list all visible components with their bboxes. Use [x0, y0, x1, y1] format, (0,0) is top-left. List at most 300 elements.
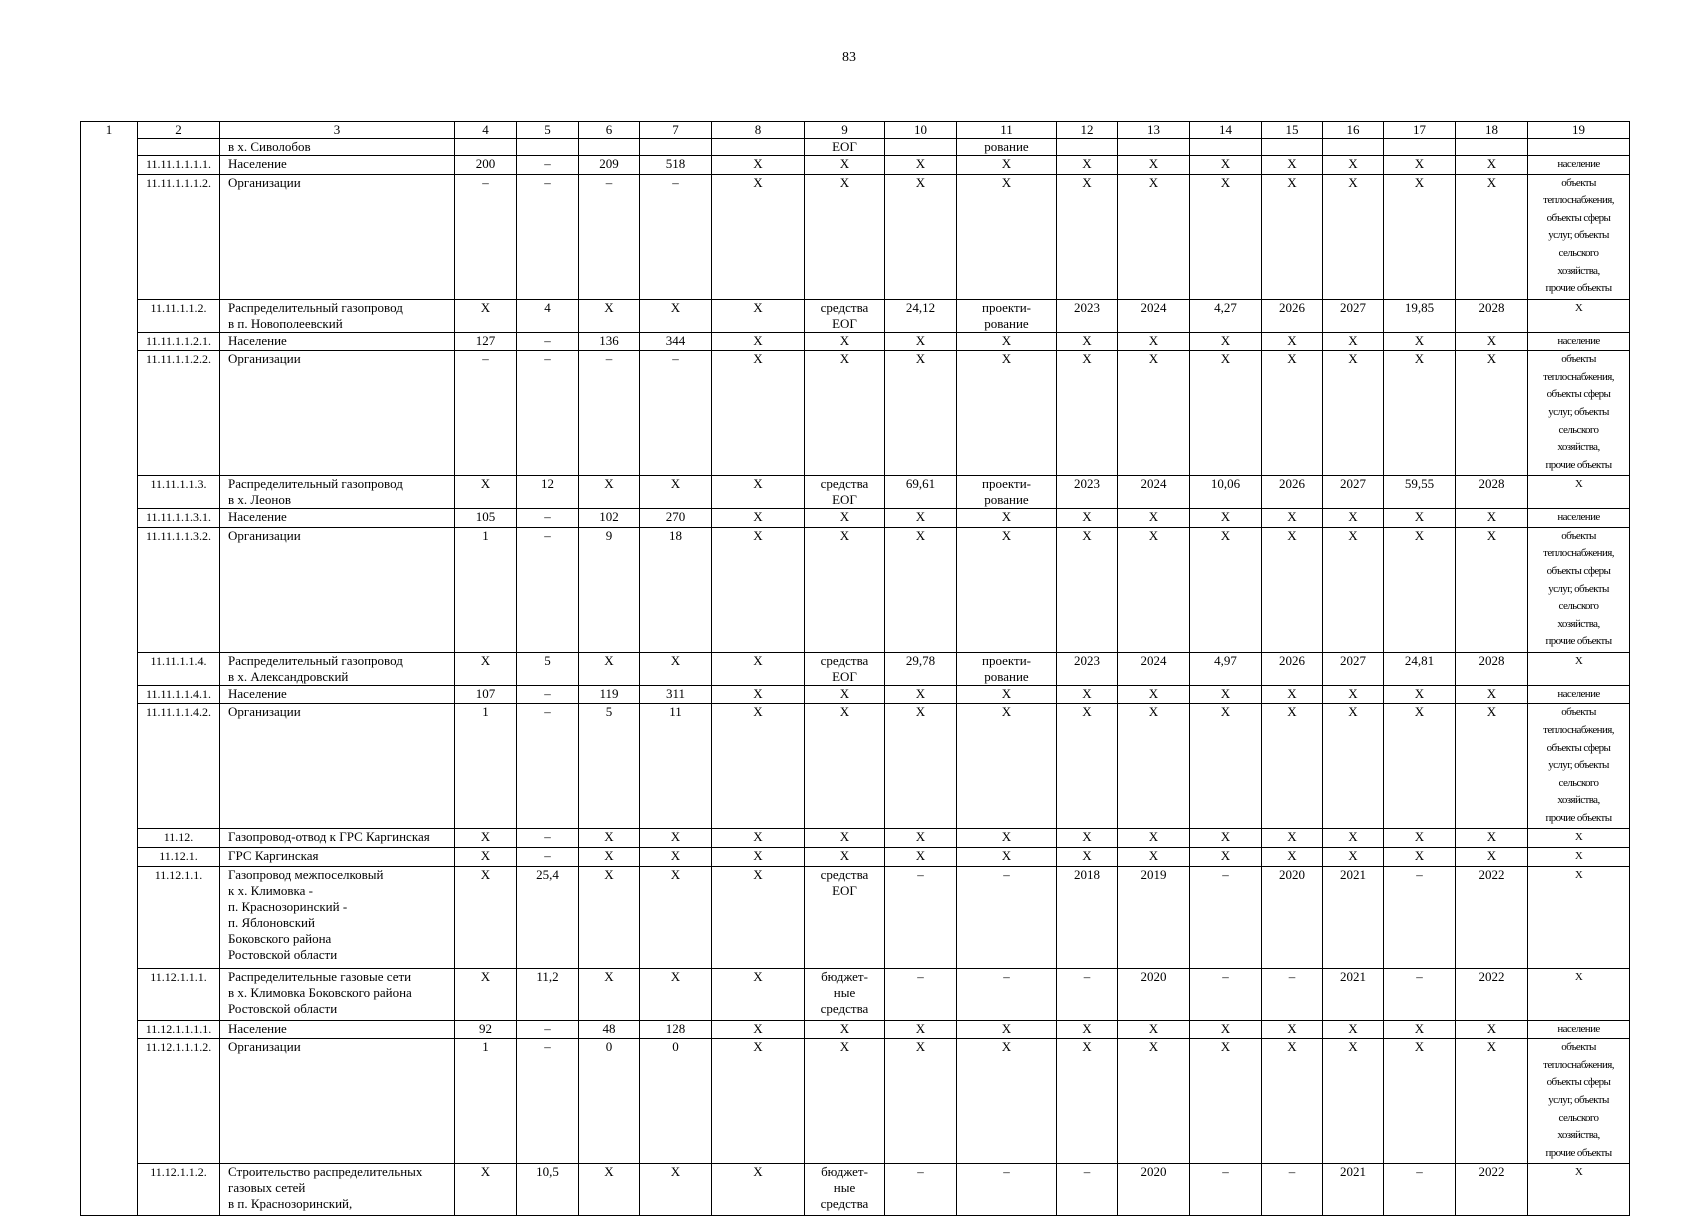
table-cell [1262, 139, 1323, 156]
table-cell [1456, 139, 1528, 156]
table-cell: Х [1384, 829, 1456, 848]
table-cell: Х [805, 332, 885, 351]
column-number: 4 [455, 122, 517, 139]
table-cell: 200 [455, 156, 517, 175]
table-cell [81, 351, 138, 476]
table-cell: 11.12.1. [138, 847, 220, 866]
table-cell: 5 [579, 704, 640, 829]
table-cell: Х [455, 968, 517, 1020]
table-cell: Х [885, 1020, 957, 1039]
table-cell: Х [712, 1039, 805, 1164]
table-cell: Х [1384, 1020, 1456, 1039]
table-cell: Х [640, 652, 712, 685]
table-cell: Х [712, 509, 805, 528]
table-cell: – [885, 968, 957, 1020]
table-cell: Х [805, 829, 885, 848]
table-cell: Х [712, 968, 805, 1020]
table-cell: Х [805, 509, 885, 528]
table-cell: 2021 [1323, 866, 1384, 968]
table-cell: 2020 [1118, 968, 1190, 1020]
table-cell: Х [1057, 527, 1118, 652]
table-cell: 2023 [1057, 299, 1118, 332]
table-cell [81, 509, 138, 528]
table-cell: в х. Сиволобов [220, 139, 455, 156]
table-cell: Х [1118, 174, 1190, 299]
table-row [81, 139, 1630, 156]
table-cell: Х [1190, 704, 1262, 829]
table-cell: Х [1528, 1164, 1630, 1216]
table-cell: – [517, 1039, 579, 1164]
table-cell: Х [640, 1164, 712, 1216]
table-cell: 24,81 [1384, 652, 1456, 685]
table-cell: 11.11.1.1.4.2. [138, 704, 220, 829]
table-cell: Х [1323, 156, 1384, 175]
table-cell: Х [805, 156, 885, 175]
table-cell: Х [805, 704, 885, 829]
table-cell: 128 [640, 1020, 712, 1039]
table-cell [81, 704, 138, 829]
table-row [81, 351, 1630, 476]
table-cell: Х [1190, 332, 1262, 351]
table-cell [1528, 139, 1630, 156]
table-cell: 11.11.1.1.4.1. [138, 685, 220, 704]
table-cell: – [517, 847, 579, 866]
table-cell: Х [1323, 527, 1384, 652]
table-cell: Организации [220, 174, 455, 299]
table-cell: Х [579, 652, 640, 685]
table-cell: 11.12. [138, 829, 220, 848]
table-cell: 2023 [1057, 476, 1118, 509]
table-cell: Х [1384, 509, 1456, 528]
table-cell: 2021 [1323, 1164, 1384, 1216]
table-cell: 2027 [1323, 299, 1384, 332]
table-cell: Х [885, 174, 957, 299]
table-cell: Х [1262, 1020, 1323, 1039]
table-cell: 107 [455, 685, 517, 704]
table-cell: 1 [455, 1039, 517, 1164]
table-cell: – [957, 968, 1057, 1020]
table-cell: Х [579, 866, 640, 968]
table-cell: Х [712, 704, 805, 829]
table-cell: 2022 [1456, 866, 1528, 968]
table-cell [81, 866, 138, 968]
table-cell: – [640, 174, 712, 299]
table-cell: Х [957, 704, 1057, 829]
table-cell: 2024 [1118, 299, 1190, 332]
table-cell: Х [640, 829, 712, 848]
table-cell: Х [579, 829, 640, 848]
table-cell: 2022 [1456, 968, 1528, 1020]
table-cell: 11.11.1.1.3. [138, 476, 220, 509]
table-cell [640, 139, 712, 156]
table-cell: Х [1262, 1039, 1323, 1164]
table-cell: Х [1323, 174, 1384, 299]
table-cell: – [517, 829, 579, 848]
table-cell: объекты теплоснабжения, объекты сферы услуг, объекты сельского хозяйства, прочие объекты [1528, 527, 1630, 652]
table-cell [1190, 139, 1262, 156]
table-cell: Х [957, 332, 1057, 351]
table-cell: 11.12.1.1.2. [138, 1164, 220, 1216]
table-cell: Х [885, 509, 957, 528]
table-cell: 10,5 [517, 1164, 579, 1216]
table-cell: 2028 [1456, 476, 1528, 509]
table-cell [1384, 139, 1456, 156]
table-cell: Х [1384, 704, 1456, 829]
table-cell [579, 139, 640, 156]
table-cell: 2028 [1456, 299, 1528, 332]
table-cell: 11.12.1.1.1. [138, 968, 220, 1020]
table-cell: объекты теплоснабжения, объекты сферы услуг, объекты сельского хозяйства, прочие объекты [1528, 351, 1630, 476]
table-row [81, 527, 1630, 652]
table-cell: 48 [579, 1020, 640, 1039]
table-cell: Х [1262, 527, 1323, 652]
table-cell: Х [1384, 685, 1456, 704]
table-cell: Х [1118, 156, 1190, 175]
table-cell: – [517, 351, 579, 476]
table-cell: Х [1528, 476, 1630, 509]
column-number: 3 [220, 122, 455, 139]
table-cell: Х [1057, 847, 1118, 866]
table-cell: – [517, 174, 579, 299]
table-row [81, 704, 1630, 829]
table-cell: Х [1118, 332, 1190, 351]
table-cell: 2021 [1323, 968, 1384, 1020]
table-cell: – [1057, 968, 1118, 1020]
table-cell: Х [712, 527, 805, 652]
table-cell [81, 156, 138, 175]
table-cell: Х [1057, 332, 1118, 351]
table-cell: Х [1384, 1039, 1456, 1164]
investment-program-table [80, 121, 1630, 1216]
table-cell: Х [455, 652, 517, 685]
table-cell: 11.12.1.1.1.2. [138, 1039, 220, 1164]
table-cell: население [1528, 509, 1630, 528]
table-cell [81, 847, 138, 866]
table-cell: Х [1323, 332, 1384, 351]
table-cell: Х [885, 156, 957, 175]
table-body [81, 122, 1630, 1216]
table-cell: 102 [579, 509, 640, 528]
table-cell: 11.11.1.1.1.1. [138, 156, 220, 175]
table-cell: Х [640, 968, 712, 1020]
table-cell: 2026 [1262, 476, 1323, 509]
table-cell: – [1384, 968, 1456, 1020]
table-cell: Х [455, 299, 517, 332]
table-cell: – [1057, 1164, 1118, 1216]
table-cell: население [1528, 685, 1630, 704]
table-cell: 19,85 [1384, 299, 1456, 332]
table-cell: ЕОГ [805, 139, 885, 156]
table-cell: – [1384, 1164, 1456, 1216]
table-cell: 119 [579, 685, 640, 704]
table-cell: 11,2 [517, 968, 579, 1020]
table-row [81, 1039, 1630, 1164]
column-number-row [81, 122, 1630, 139]
column-number: 15 [1262, 122, 1323, 139]
table-cell [1323, 139, 1384, 156]
table-cell: Х [1262, 829, 1323, 848]
table-cell: – [957, 866, 1057, 968]
table-cell: Х [957, 685, 1057, 704]
table-cell: Население [220, 156, 455, 175]
table-cell: 1 [455, 704, 517, 829]
table-cell: Х [455, 829, 517, 848]
column-number: 5 [517, 122, 579, 139]
table-cell: – [885, 1164, 957, 1216]
table-row [81, 174, 1630, 299]
table-cell: 2018 [1057, 866, 1118, 968]
table-cell: средства ЕОГ [805, 476, 885, 509]
table-cell: 2020 [1262, 866, 1323, 968]
table-cell: – [640, 351, 712, 476]
table-cell: Строительство распределительных газовых сетей в п. Краснозоринский, [220, 1164, 455, 1216]
column-number: 7 [640, 122, 712, 139]
table-row [81, 685, 1630, 704]
table-cell: 12 [517, 476, 579, 509]
table-cell: 2027 [1323, 652, 1384, 685]
table-cell: 29,78 [885, 652, 957, 685]
table-cell: 11.11.1.1.2. [138, 299, 220, 332]
page-number: 83 [842, 50, 856, 65]
table-cell: Х [712, 829, 805, 848]
table-cell: Х [805, 174, 885, 299]
table-cell [138, 139, 220, 156]
table-cell: 11.11.1.1.4. [138, 652, 220, 685]
table-cell: Х [1456, 704, 1528, 829]
table-cell: 0 [579, 1039, 640, 1164]
table-cell: Х [1262, 847, 1323, 866]
table-cell: Х [885, 527, 957, 652]
table-cell: 1 [455, 527, 517, 652]
column-number: 12 [1057, 122, 1118, 139]
table-cell: Х [1190, 685, 1262, 704]
table-cell: Х [1118, 1020, 1190, 1039]
table-cell: Х [1528, 847, 1630, 866]
table-cell: рование [957, 139, 1057, 156]
table-cell: Х [1384, 527, 1456, 652]
table-cell: население [1528, 156, 1630, 175]
table-cell: Х [1190, 156, 1262, 175]
table-cell: Х [1528, 968, 1630, 1020]
table-cell: – [517, 509, 579, 528]
table-cell: Х [1323, 847, 1384, 866]
table-cell: Х [1057, 156, 1118, 175]
table-cell: Х [1262, 156, 1323, 175]
table-cell: Х [1384, 332, 1456, 351]
table-cell [517, 139, 579, 156]
table-cell: Х [957, 829, 1057, 848]
table-cell: Х [1384, 847, 1456, 866]
table-cell: Х [1323, 1020, 1384, 1039]
table-cell: население [1528, 332, 1630, 351]
table-cell: Х [1190, 847, 1262, 866]
table-cell: Х [1118, 509, 1190, 528]
table-cell: Х [885, 847, 957, 866]
table-cell: 2022 [1456, 1164, 1528, 1216]
table-cell: Х [957, 1039, 1057, 1164]
table-cell: Х [1456, 1039, 1528, 1164]
table-cell [81, 139, 138, 156]
table-cell: Х [1456, 351, 1528, 476]
table-cell: Х [712, 476, 805, 509]
table-row [81, 866, 1630, 968]
table-cell: Организации [220, 351, 455, 476]
table-cell: 11.11.1.1.3.2. [138, 527, 220, 652]
table-cell: Х [712, 685, 805, 704]
column-number: 1 [81, 122, 138, 139]
table-cell: Распределительный газопровод в п. Новополеевский [220, 299, 455, 332]
table-cell: объекты теплоснабжения, объекты сферы услуг, объекты сельского хозяйства, прочие объекты [1528, 1039, 1630, 1164]
table-cell: Х [712, 1164, 805, 1216]
table-cell: Х [1262, 685, 1323, 704]
table-cell: Х [957, 509, 1057, 528]
table-cell: Организации [220, 1039, 455, 1164]
table-cell: проекти- рование [957, 299, 1057, 332]
table-cell [81, 332, 138, 351]
table-cell: Х [579, 847, 640, 866]
table-row [81, 968, 1630, 1020]
table-cell: – [455, 174, 517, 299]
table-cell: 2026 [1262, 652, 1323, 685]
table-cell: 2023 [1057, 652, 1118, 685]
table-cell: – [579, 351, 640, 476]
table-cell: 11.12.1.1.1.1. [138, 1020, 220, 1039]
table-row [81, 1164, 1630, 1216]
table-cell: Распределительный газопровод в х. Леонов [220, 476, 455, 509]
table-cell: Х [640, 866, 712, 968]
table-cell: Население [220, 685, 455, 704]
table-cell: – [957, 1164, 1057, 1216]
table-cell: Х [712, 1020, 805, 1039]
table-cell: бюджет- ные средства [805, 1164, 885, 1216]
table-cell: Распределительные газовые сети в х. Климовка Боковского района Ростовской области [220, 968, 455, 1020]
table-cell: Х [1190, 527, 1262, 652]
table-cell: Распределительный газопровод в х. Александровский [220, 652, 455, 685]
table-row [81, 509, 1630, 528]
table-cell: Х [805, 351, 885, 476]
table-cell: 5 [517, 652, 579, 685]
table-cell: 4,97 [1190, 652, 1262, 685]
table-cell: 11.11.1.1.3.1. [138, 509, 220, 528]
table-cell: Х [1057, 1020, 1118, 1039]
table-cell: – [1190, 968, 1262, 1020]
table-cell: Население [220, 509, 455, 528]
table-cell [81, 829, 138, 848]
table-cell: 105 [455, 509, 517, 528]
table-cell: Х [1262, 704, 1323, 829]
table-cell [81, 476, 138, 509]
table-row [81, 1020, 1630, 1039]
table-cell: Х [1456, 509, 1528, 528]
table-cell: 9 [579, 527, 640, 652]
table-cell: Х [712, 174, 805, 299]
table-cell: Х [712, 652, 805, 685]
table-cell: Х [712, 866, 805, 968]
table-cell: Х [1262, 174, 1323, 299]
table-cell: Х [1118, 829, 1190, 848]
table-cell: Х [1384, 156, 1456, 175]
table-cell: Х [885, 704, 957, 829]
table-row [81, 652, 1630, 685]
column-number: 17 [1384, 122, 1456, 139]
table-cell: 4,27 [1190, 299, 1262, 332]
table-cell [885, 139, 957, 156]
column-number: 11 [957, 122, 1057, 139]
table-cell: Х [1057, 351, 1118, 476]
column-number: 6 [579, 122, 640, 139]
table-cell: Х [640, 476, 712, 509]
table-cell: Х [885, 685, 957, 704]
column-number: 18 [1456, 122, 1528, 139]
table-cell: 4 [517, 299, 579, 332]
table-cell: 344 [640, 332, 712, 351]
table-cell: Х [805, 847, 885, 866]
table-cell [81, 527, 138, 652]
table-cell: – [517, 332, 579, 351]
table-cell: 2028 [1456, 652, 1528, 685]
table-cell: Х [957, 1020, 1057, 1039]
column-number: 19 [1528, 122, 1630, 139]
table-cell: 0 [640, 1039, 712, 1164]
table-cell: Население [220, 332, 455, 351]
table-cell: Население [220, 1020, 455, 1039]
table-cell: Х [805, 527, 885, 652]
table-cell: – [579, 174, 640, 299]
column-number: 9 [805, 122, 885, 139]
table-cell: Организации [220, 704, 455, 829]
table-cell: Х [1323, 509, 1384, 528]
table-cell: Х [1384, 174, 1456, 299]
table-cell: – [1190, 866, 1262, 968]
table-cell: Х [1323, 1039, 1384, 1164]
table-cell: Х [1262, 509, 1323, 528]
table-cell: Х [1118, 704, 1190, 829]
table-cell: Х [1323, 685, 1384, 704]
table-cell: Х [1456, 156, 1528, 175]
table-cell [81, 968, 138, 1020]
table-cell [81, 685, 138, 704]
table-cell: Х [1528, 652, 1630, 685]
table-cell: Х [1057, 174, 1118, 299]
table-cell: проекти- рование [957, 652, 1057, 685]
table-cell: Х [885, 829, 957, 848]
table-cell [1057, 139, 1118, 156]
table-cell [81, 174, 138, 299]
table-cell: 11 [640, 704, 712, 829]
table-cell: 24,12 [885, 299, 957, 332]
table-cell: Х [712, 847, 805, 866]
table-cell: 2020 [1118, 1164, 1190, 1216]
table-cell: – [1384, 866, 1456, 968]
table-cell: бюджет- ные средства [805, 968, 885, 1020]
column-number: 16 [1323, 122, 1384, 139]
table-cell: Х [957, 527, 1057, 652]
table-cell: 270 [640, 509, 712, 528]
table-cell: – [455, 351, 517, 476]
table-cell [81, 299, 138, 332]
table-cell: 59,55 [1384, 476, 1456, 509]
table-cell: Х [1262, 332, 1323, 351]
table-row [81, 847, 1630, 866]
table-cell: Х [957, 351, 1057, 476]
table-cell: Х [1456, 1020, 1528, 1039]
column-number: 14 [1190, 122, 1262, 139]
table-cell: Х [805, 1020, 885, 1039]
table-cell: Х [455, 476, 517, 509]
table-cell: Х [1057, 829, 1118, 848]
table-cell: Х [1118, 685, 1190, 704]
table-cell: Х [1323, 351, 1384, 476]
